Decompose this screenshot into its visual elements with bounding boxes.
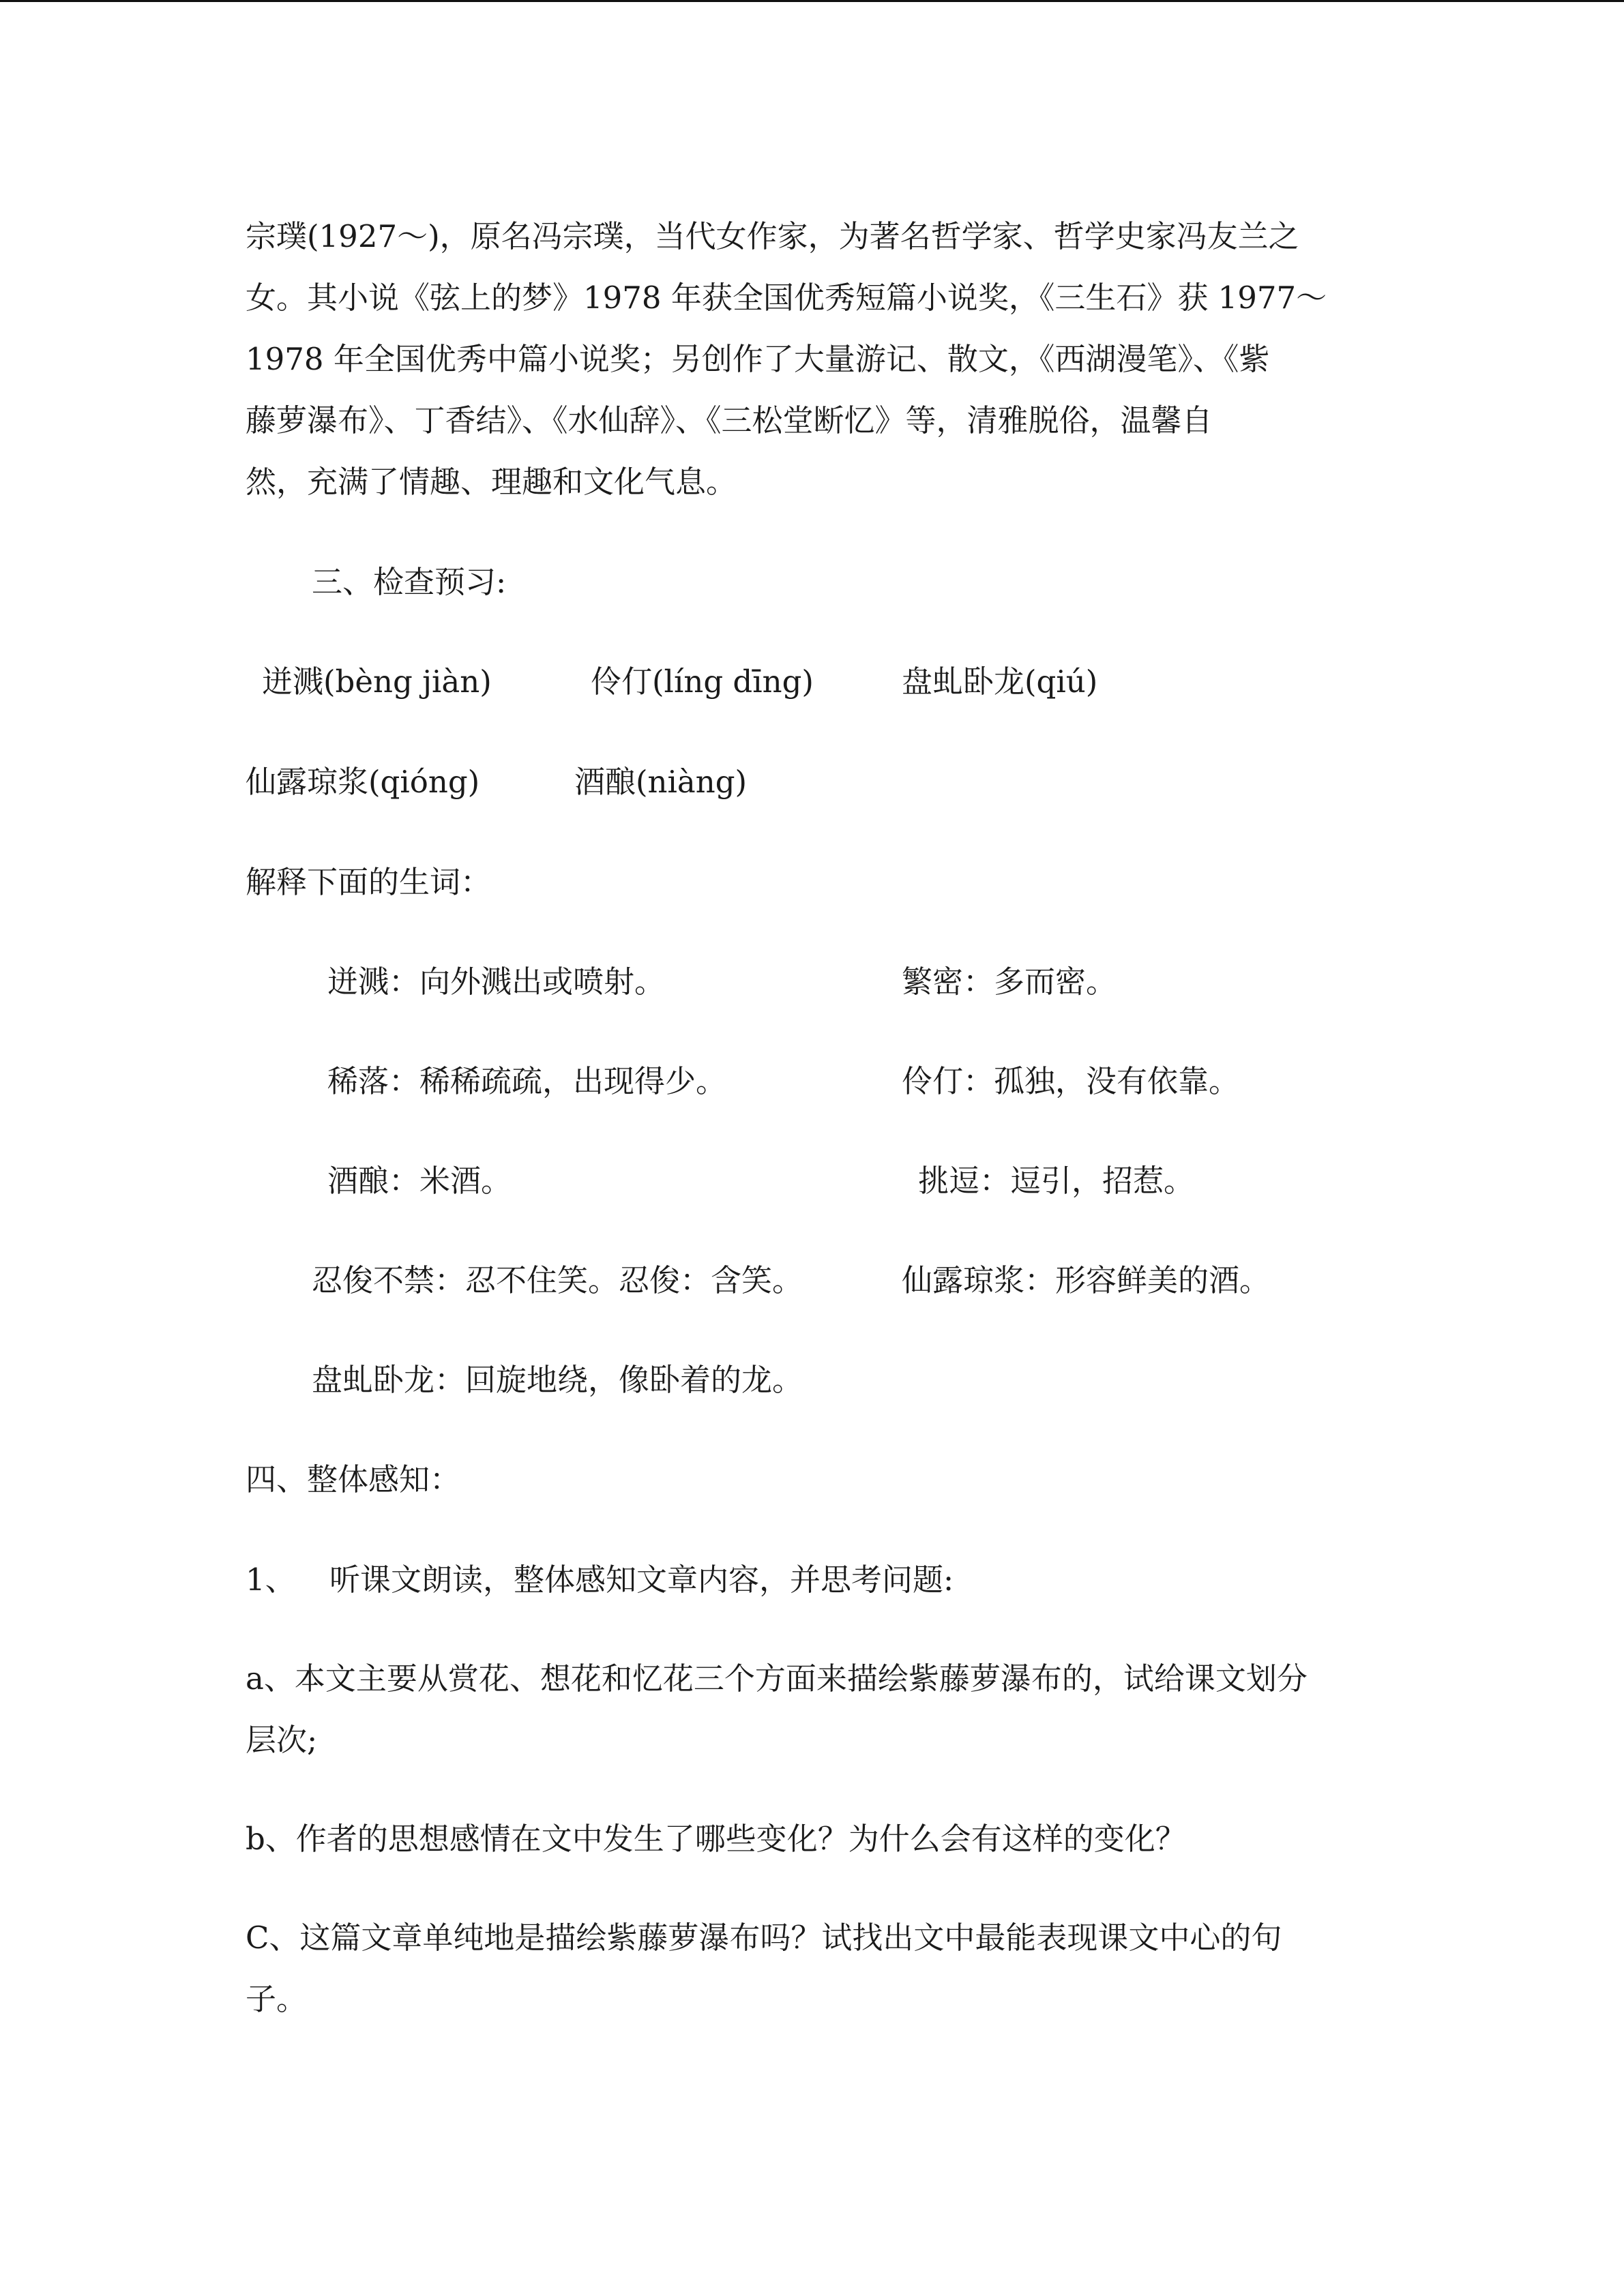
vocab-item: 挑逗：逗引，招惹。 xyxy=(918,1163,1195,1199)
vocab-item: 忍俊不禁：忍不住笑。忍俊：含笑。 xyxy=(312,1262,803,1298)
item-text: 听课文朗读，整体感知文章内容，并思考问题: xyxy=(329,1562,954,1598)
vocab-heading: 解释下面的生词： xyxy=(246,864,492,900)
intro-line-3: 1978 年全国优秀中篇小说奖；另创作了大量游记、散文，《西湖漫笔》、《紫 xyxy=(246,341,1270,377)
vocab-item: 仙露琼浆：形容鲜美的酒。 xyxy=(902,1262,1271,1298)
pinyin-item: 迸溅(bèng jiàn) xyxy=(262,664,492,700)
intro-line-2: 女。其小说《弦上的梦》1978 年获全国优秀短篇小说奖，《三生石》获 1977～ xyxy=(246,280,1327,316)
vocab-item: 酒酿：米酒。 xyxy=(327,1163,512,1199)
vocab-item: 稀落：稀稀疏疏，出现得少。 xyxy=(327,1063,727,1099)
section-heading-preview: 三、检查预习: xyxy=(312,564,507,600)
item-number: 1、 xyxy=(246,1562,296,1598)
question-c-line-1: C、这篇文章单纯地是描绘紫藤萝瀑布吗？试找出文中最能表现课文中心的句 xyxy=(246,1920,1282,1956)
vocab-item: 伶仃：孤独，没有依靠。 xyxy=(902,1063,1240,1099)
intro-line-4: 藤萝瀑布》、丁香结》、《水仙辞》、《三松堂断忆》等，清雅脱俗，温馨自 xyxy=(246,402,1213,438)
question-a-line-1: a、本文主要从赏花、想花和忆花三个方面来描绘紫藤萝瀑布的，试给课文划分 xyxy=(246,1660,1308,1697)
question-a-line-2: 层次; xyxy=(246,1722,318,1758)
pinyin-item: 伶仃(líng dīng) xyxy=(591,664,814,700)
vocab-item: 盘虬卧龙：回旋地绕，像卧着的龙。 xyxy=(312,1362,803,1398)
section-heading-overview: 四、整体感知： xyxy=(246,1461,461,1497)
pinyin-item: 酒酿(niàng) xyxy=(574,764,748,800)
pinyin-item: 盘虬卧龙(qiú) xyxy=(902,664,1098,700)
intro-line-1: 宗璞(1927～)，原名冯宗璞，当代女作家，为著名哲学家、哲学史家冯友兰之 xyxy=(246,218,1299,254)
question-c-line-2: 子。 xyxy=(246,1981,308,2017)
vocab-item: 繁密：多而密。 xyxy=(902,964,1117,1000)
question-b: b、作者的思想感情在文中发生了哪些变化？为什么会有这样的变化？ xyxy=(246,1821,1186,1857)
vocab-item: 迸溅：向外溅出或喷射。 xyxy=(327,964,666,1000)
intro-line-5: 然，充满了情趣、理趣和文化气息。 xyxy=(246,464,737,500)
pinyin-item: 仙露琼浆(qióng) xyxy=(246,764,480,800)
